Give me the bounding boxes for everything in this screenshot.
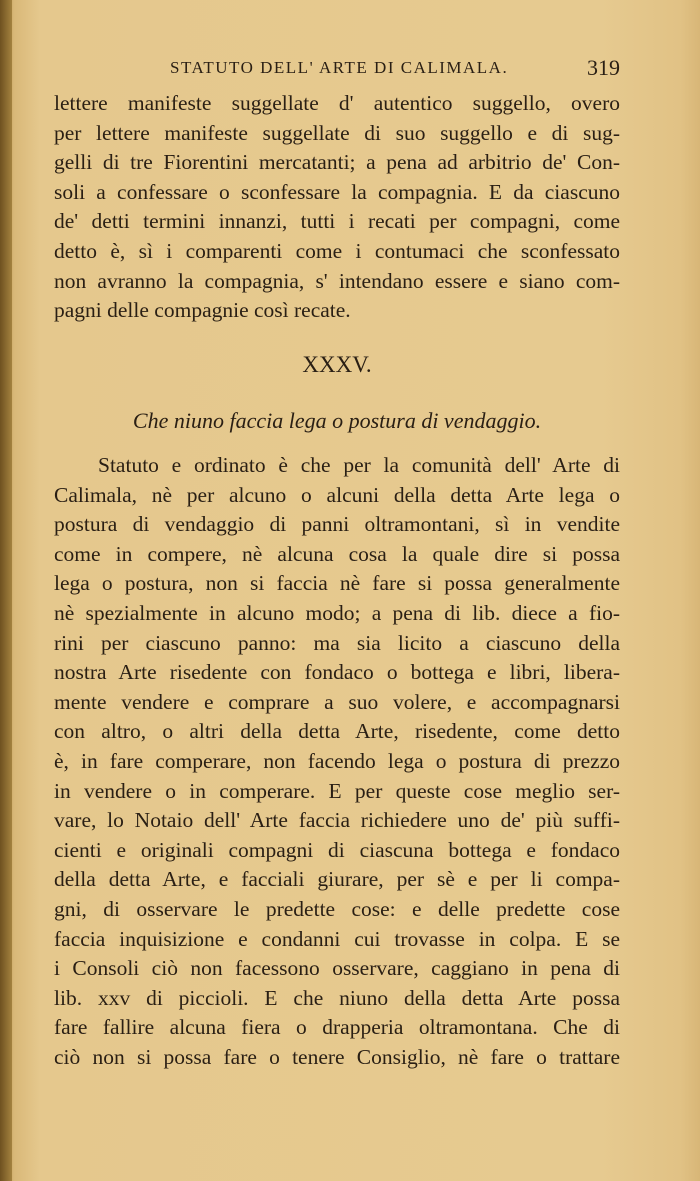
- text-line: postura di vendaggio di panni oltramontani, sì in vendite: [54, 512, 620, 537]
- text-line: de' detti termini innanzi, tutti i recati per compagni, come: [54, 209, 620, 234]
- text-line: gelli di tre Fiorentini mercatanti; a pena ad arbitrio de' Con-: [54, 150, 620, 175]
- running-title: STATUTO DELL' ARTE DI CALIMALA.: [170, 58, 509, 77]
- paragraph-continued: [54, 89, 620, 326]
- text-line: detto è, sì i comparenti come i contumaci che sconfessato: [54, 238, 620, 263]
- running-head: [54, 55, 620, 83]
- text-line: i Consoli ciò non facessono osservare, caggiano in pena di: [54, 956, 620, 981]
- text-line: gni, di osservare le predette cose: e delle predette cose: [54, 896, 620, 921]
- text-line: rini per ciascuno panno: ma sia licito a ciascuno della: [54, 630, 620, 655]
- text-line: nostra Arte risedente con fondaco o bottega e libri, libera-: [54, 660, 620, 685]
- chapter-title: Che niuno faccia lega o postura di vendaggio.: [132, 408, 542, 433]
- text-line: è, in fare comperare, non facendo lega o postura di prezzo: [54, 748, 620, 773]
- chapter-number: XXXV.: [302, 352, 372, 377]
- text-line: della detta Arte, e facciali giurare, per sè e per li compa-: [54, 867, 620, 892]
- text-line: ciò non si possa fare o tenere Consiglio, nè fare o trattare: [54, 1044, 620, 1069]
- text-line: cienti e originali compagni di ciascuna bottega e fondaco: [54, 837, 620, 862]
- text-line: pagni delle compagnie così recate.: [54, 298, 351, 323]
- text-line: Calimala, nè per alcuno o alcuni della detta Arte lega o: [54, 482, 620, 507]
- text-line: in vendere o in comperare. E per queste cose meglio ser-: [54, 778, 620, 803]
- book-spine-shadow: [0, 0, 12, 1181]
- text-line: faccia inquisizione e condanni cui trovasse in colpa. E se: [54, 926, 620, 951]
- text-line: Statuto e ordinato è che per la comunità dell' Arte di: [98, 453, 620, 477]
- text-line: mente vendere e comprare a suo volere, e accompagnarsi: [54, 689, 620, 714]
- text-line: con altro, o altri della detta Arte, risedente, come detto: [54, 719, 620, 744]
- text-line: soli a confessare o sconfessare la compagnia. E da ciascuno: [54, 179, 620, 204]
- text-line: fare fallire alcuna fiera o drapperia oltramontana. Che di: [54, 1015, 620, 1040]
- text-line: lib. xxv di piccioli. E che niuno della detta Arte possa: [54, 985, 620, 1010]
- text-line: come in compere, nè alcuna cosa la quale dire si possa: [54, 541, 620, 566]
- text-line: vare, lo Notaio dell' Arte faccia richiedere uno de' più suffi-: [54, 808, 620, 833]
- text-line: lega o postura, non si faccia nè fare si possa generalmente: [54, 571, 620, 596]
- text-line: per lettere manifeste suggellate di suo suggello e di sug-: [54, 120, 620, 145]
- page-number: 319: [587, 55, 620, 80]
- text-line: non avranno la compagnia, s' intendano essere e siano com-: [54, 268, 620, 293]
- text-line: nè spezialmente in alcuno modo; a pena di lib. diece a fio-: [54, 600, 620, 625]
- text-line: lettere manifeste suggellate d' autentico suggello, overo: [54, 91, 620, 115]
- chapter-paragraph: [54, 451, 620, 1072]
